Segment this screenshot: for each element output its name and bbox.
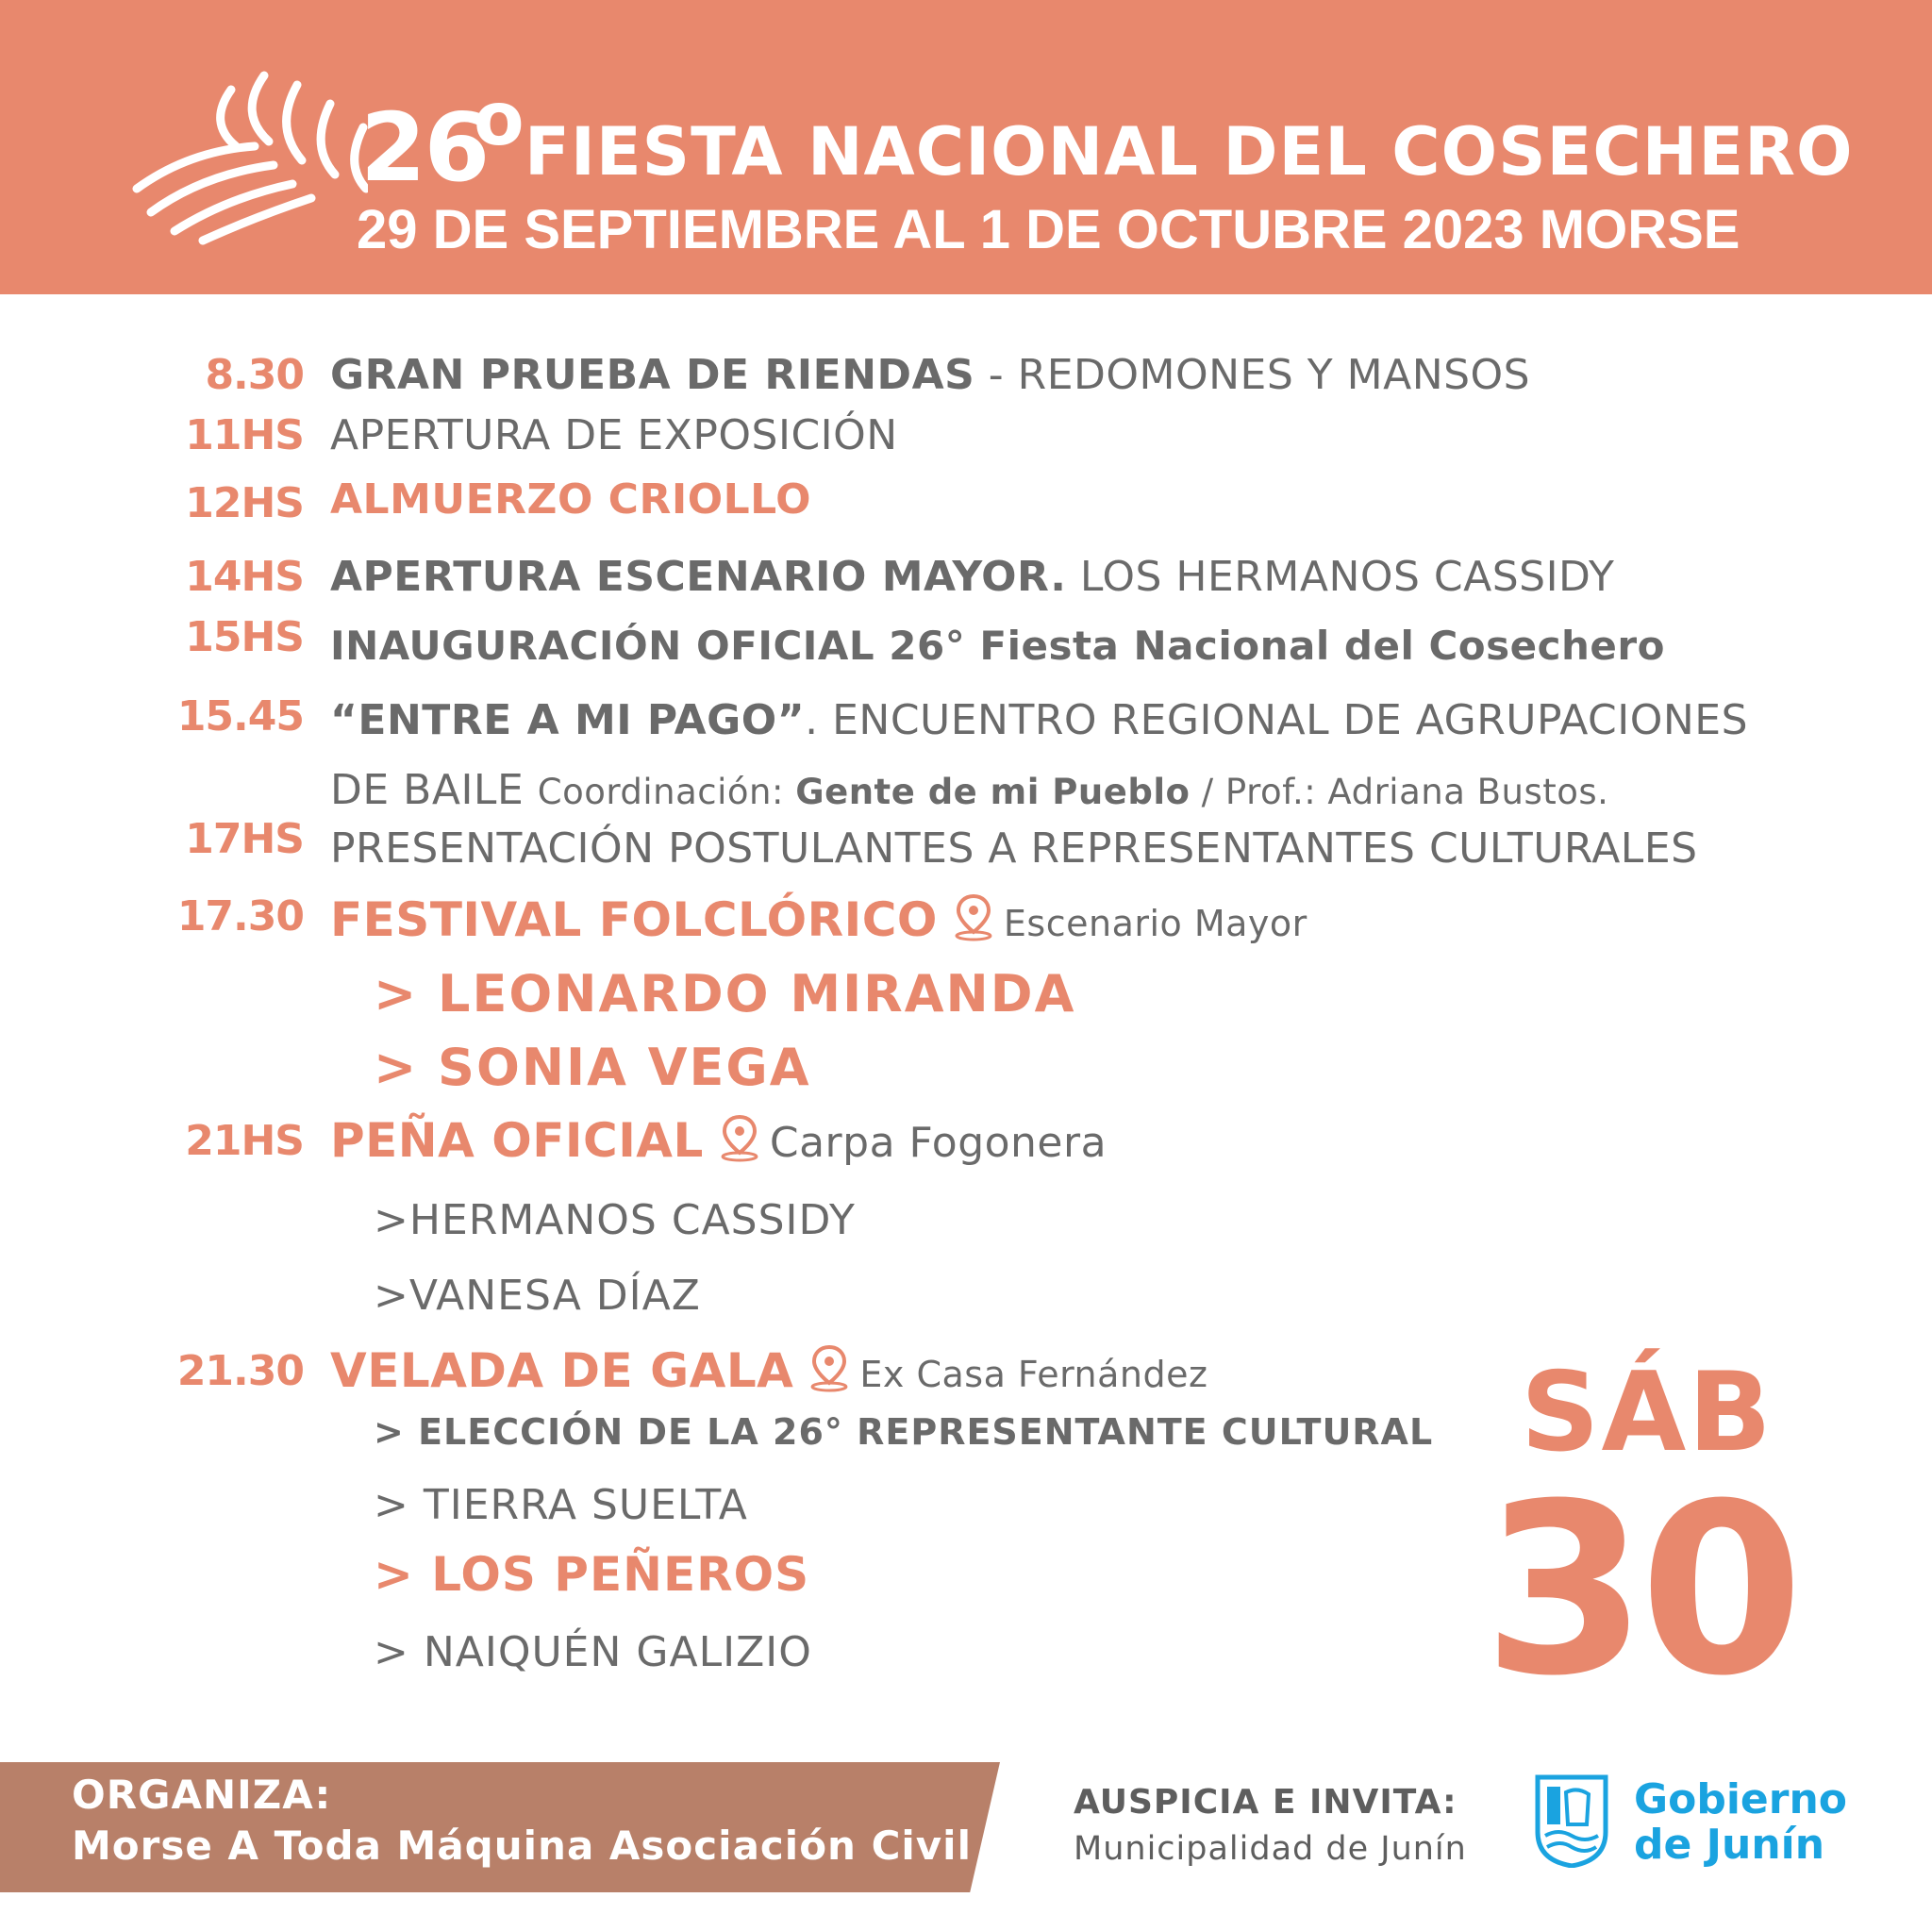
event-7-venue: Escenario Mayor	[1003, 903, 1307, 944]
map-pin-icon	[808, 1345, 850, 1392]
leaf-logo-icon	[132, 47, 368, 245]
event-5-line2-d: / Prof.: Adriana Bustos.	[1190, 772, 1609, 812]
time-3: 14HS	[185, 553, 304, 601]
event-0-rest: - REDOMONES Y MANSOS	[974, 351, 1531, 399]
time-6: 17HS	[185, 815, 304, 863]
event-dates: 29 DE SEPTIEMBRE AL 1 DE OCTUBRE 2023 MORSE	[357, 199, 1740, 260]
day-name: SÁB	[1521, 1349, 1774, 1476]
act-8-0: >HERMANOS CASSIDY	[374, 1196, 856, 1244]
event-8	[330, 1113, 1107, 1168]
time-0: 8.30	[205, 351, 304, 399]
time-1: 11HS	[185, 411, 304, 459]
gobierno-line2: de Junín	[1634, 1821, 1825, 1869]
event-5	[330, 696, 1748, 744]
act-9-1: > TIERRA SUELTA	[374, 1481, 748, 1529]
event-8-venue: Carpa Fogonera	[769, 1119, 1108, 1167]
organiza-label: ORGANIZA:	[72, 1772, 332, 1818]
auspicia-name: Municipalidad de Junín	[1074, 1830, 1467, 1868]
auspicia-label: AUSPICIA E INVITA:	[1074, 1783, 1457, 1822]
time-2: 12HS	[185, 479, 304, 527]
event-3-bold: APERTURA ESCENARIO MAYOR.	[330, 553, 1067, 601]
event-3	[330, 553, 1614, 601]
edition-degree: o	[474, 77, 525, 162]
event-7-title: FESTIVAL FOLCLÓRICO	[330, 892, 938, 947]
map-pin-icon	[953, 894, 994, 941]
event-6: PRESENTACIÓN POSTULANTES A REPRESENTANTES CULTURALES	[330, 824, 1698, 873]
event-5-line2-b: Coordinación:	[537, 772, 796, 812]
event-9-venue: Ex Casa Fernández	[859, 1354, 1208, 1395]
event-2: ALMUERZO CRIOLLO	[330, 475, 812, 524]
act-7-0: > LEONARDO MIRANDA	[374, 964, 1076, 1024]
event-5-line2-c: Gente de mi Pueblo	[795, 772, 1191, 812]
act-8-1: >VANESA DÍAZ	[374, 1272, 701, 1320]
event-1: APERTURA DE EXPOSICIÓN	[330, 411, 898, 459]
event-0	[330, 351, 1530, 399]
act-9-2: > LOS PEÑEROS	[374, 1547, 810, 1602]
page-title: FIESTA NACIONAL DEL COSECHERO	[525, 113, 1854, 191]
event-5-line2-a: DE BAILE	[330, 766, 538, 814]
event-0-bold: GRAN PRUEBA DE RIENDAS	[330, 351, 975, 399]
time-7: 17.30	[176, 892, 304, 941]
time-9: 21.30	[176, 1347, 304, 1395]
act-9-3: > NAIQUÉN GALIZIO	[374, 1628, 812, 1676]
event-8-title: PEÑA OFICIAL	[330, 1113, 704, 1168]
gobierno-junin-icon	[1534, 1773, 1609, 1868]
act-7-1: > SONIA VEGA	[374, 1038, 811, 1097]
time-4: 15HS	[185, 613, 304, 661]
event-9	[330, 1343, 1208, 1398]
edition-number: 26	[360, 92, 489, 203]
day-number: 30	[1483, 1453, 1796, 1727]
event-9-title: VELADA DE GALA	[330, 1343, 794, 1398]
organiza-name: Morse A Toda Máquina Asociación Civil	[72, 1823, 972, 1869]
event-4: INAUGURACIÓN OFICIAL 26° Fiesta Nacional del Cosechero	[330, 623, 1665, 669]
event-5-rest: . ENCUENTRO REGIONAL DE AGRUPACIONES	[805, 696, 1749, 744]
gobierno-line1: Gobierno	[1634, 1775, 1848, 1823]
event-7	[330, 892, 1307, 947]
event-5-bold: “ENTRE A MI PAGO”	[330, 696, 806, 744]
event-5-line2	[330, 766, 1608, 814]
time-8: 21HS	[185, 1117, 304, 1165]
event-3-rest: LOS HERMANOS CASSIDY	[1066, 553, 1615, 601]
time-5: 15.45	[176, 692, 304, 741]
map-pin-icon	[719, 1115, 760, 1162]
act-9-0: > ELECCIÓN DE LA 26° REPRESENTANTE CULTURAL	[374, 1411, 1434, 1453]
